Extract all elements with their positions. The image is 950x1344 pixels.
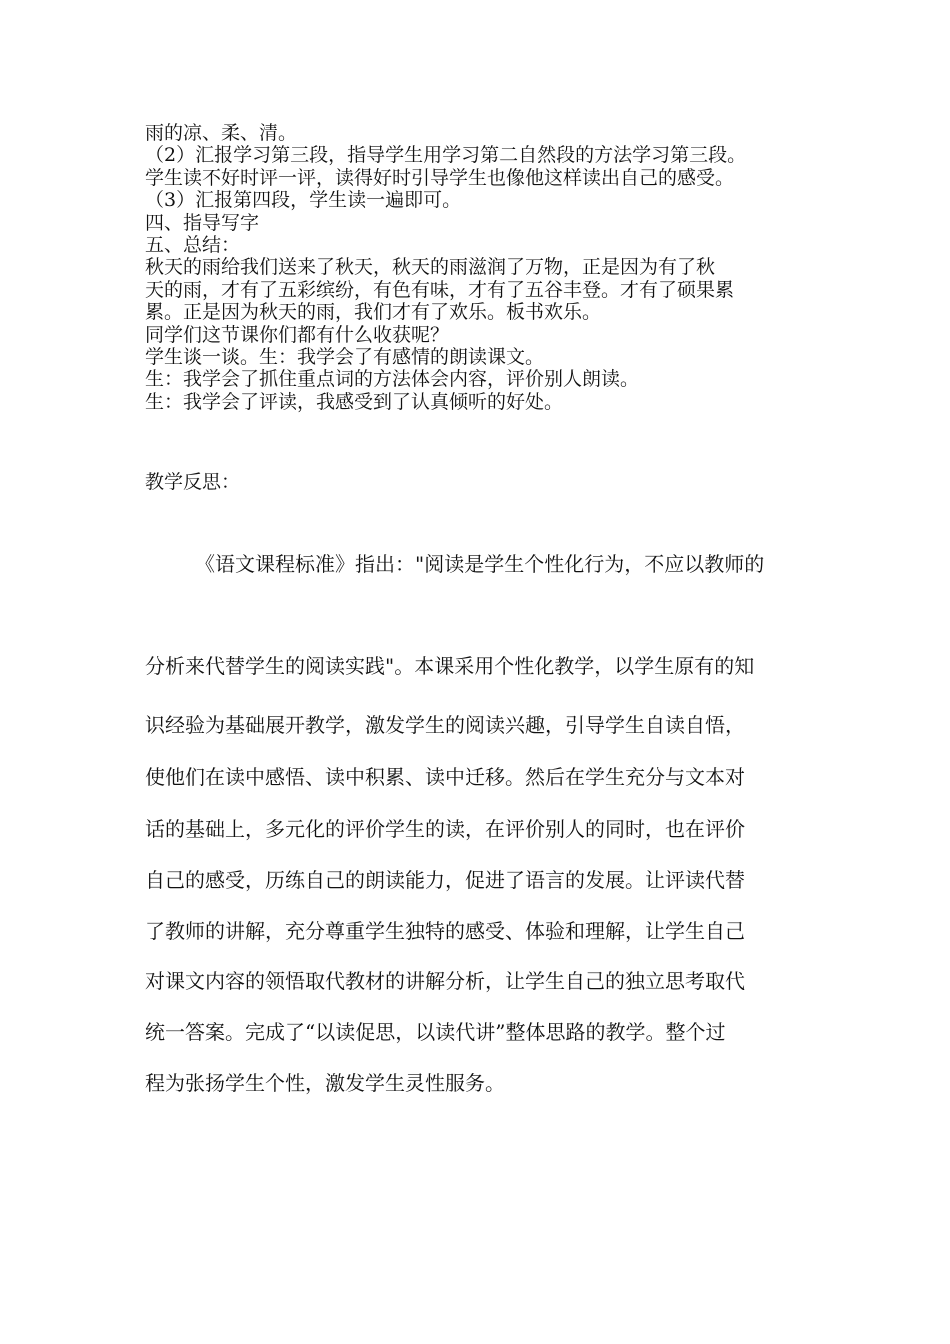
text-line: 累。正是因为秋天的雨，我们才有了欢乐。板书欢乐。 xyxy=(145,301,602,324)
reflection-line: 了教师的讲解，充分尊重学生独特的感受、体验和理解，让学生自己 xyxy=(145,919,745,943)
reflection-line: 对课文内容的领悟取代教材的讲解分析，让学生自己的独立思考取代 xyxy=(145,969,745,993)
text-line: 雨的凉、柔、清。 xyxy=(145,122,298,144)
text-line: 秋天的雨给我们送来了秋天，秋天的雨滋润了万物，正是因为有了秋 xyxy=(145,256,716,279)
text-line: 学生谈一谈。生：我学会了有感情的朗读课文。 xyxy=(145,345,545,368)
reflection-heading: 教学反思： xyxy=(145,471,241,493)
reflection-line: 分析来代替学生的阅读实践"。本课采用个性化教学，以学生原有的知 xyxy=(145,654,755,678)
reflection-line: 自己的感受，历练自己的朗读能力，促进了语言的发展。让评读代替 xyxy=(145,868,745,892)
lesson-plan-text xyxy=(145,122,825,413)
section-heading: 四、指导写字 xyxy=(145,211,260,234)
section-heading: 五、总结： xyxy=(145,233,241,256)
text-line: 同学们这节课你们都有什么收获呢？ xyxy=(145,323,450,346)
text-line: （3）汇报第四段，学生读一遍即可。 xyxy=(145,189,462,212)
reflection-line: 识经验为基础展开教学，激发学生的阅读兴趣，引导学生自读自悟， xyxy=(145,713,745,737)
reflection-line: 使他们在读中感悟、读中积累、读中迁移。然后在学生充分与文本对 xyxy=(145,765,745,789)
reflection-line: 话的基础上，多元化的评价学生的读，在评价别人的同时，也在评价 xyxy=(145,817,745,841)
text-line: 生：我学会了抓住重点词的方法体会内容，评价别人朗读。 xyxy=(145,368,640,391)
text-line: 天的雨，才有了五彩缤纷，有色有味，才有了五谷丰登。才有了硕果累 xyxy=(145,278,735,301)
text-line: （2）汇报学习第三段，指导学生用学习第二自然段的方法学习第三段。 xyxy=(145,144,747,167)
reflection-line: 程为张扬学生个性，激发学生灵性服务。 xyxy=(145,1071,505,1095)
text-line: 生：我学会了评读，我感受到了认真倾听的好处。 xyxy=(145,390,564,413)
reflection-line: 统一答案。完成了“以读促思，以读代讲”整体思路的教学。整个过 xyxy=(145,1020,726,1044)
reflection-line: 《语文课程标准》指出："阅读是学生个性化行为，不应以教师的 xyxy=(195,552,765,576)
text-line: 学生读不好时评一评，读得好时引导学生也像他这样读出自己的感受。 xyxy=(145,166,735,189)
